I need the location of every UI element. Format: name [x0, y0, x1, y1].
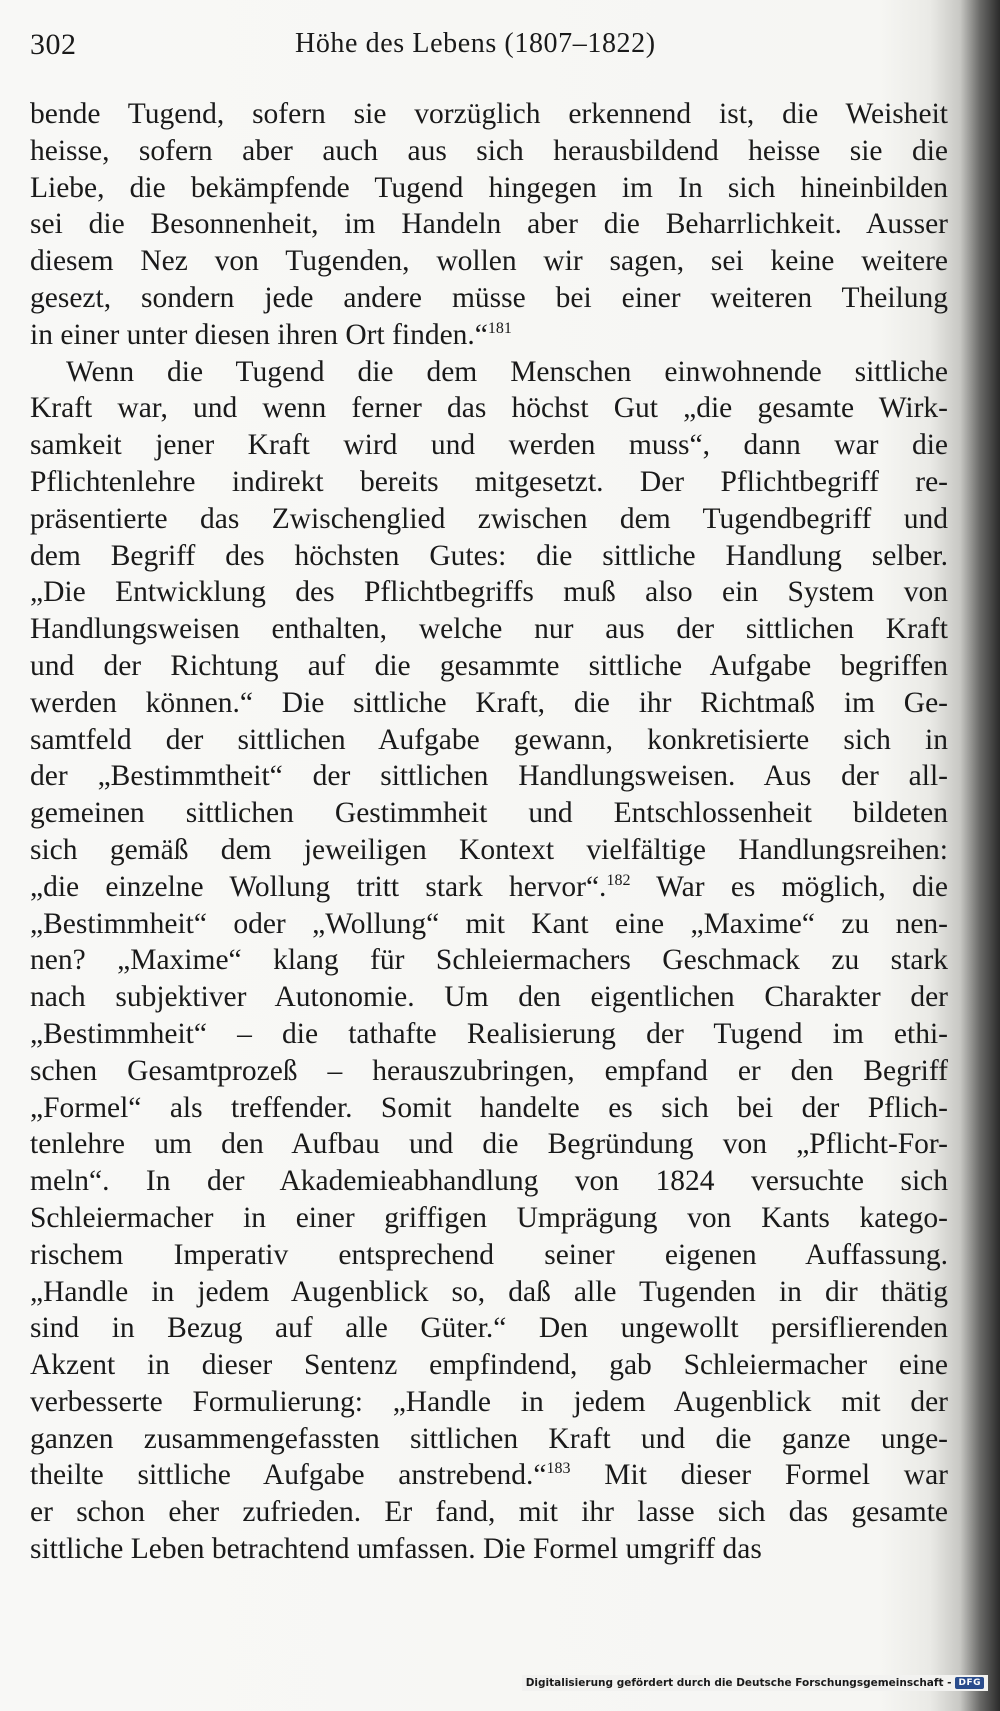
text-line [30, 501, 948, 538]
line-text: nach subjektiver Autonomie. Um den eigentlichen Charakter der [30, 981, 948, 1014]
line-text: tenlehre um den Aufbau und die Begründung von „Pflicht-For- [30, 1128, 948, 1161]
line-text: dem Begriff des höchsten Gutes: die sittliche Handlung selber. [30, 539, 948, 572]
page-header [30, 28, 950, 68]
line-text: Wenn die Tugend die dem Menschen einwohnende sittliche [66, 355, 948, 388]
text-line [30, 1457, 948, 1494]
text-line [30, 1310, 948, 1347]
line-text: der „Bestimmtheit“ der sittlichen Handlungsweisen. Aus der all- [30, 760, 948, 793]
text-line [30, 464, 948, 501]
text-line [30, 1347, 948, 1384]
text-line [30, 979, 948, 1016]
text-line [30, 869, 948, 906]
footnote-marker: 181 [487, 319, 512, 337]
line-text: meln“. In der Akademieabhandlung von 1824 versuchte sich [30, 1165, 948, 1198]
text-line [30, 390, 948, 427]
line-text: nen? „Maxime“ klang für Schleiermachers Geschmack zu stark [30, 944, 948, 977]
line-text: bende Tugend, sofern sie vorzüglich erkennend ist, die Weisheit [30, 98, 948, 130]
text-line [30, 1384, 948, 1421]
text-line [30, 758, 948, 795]
text-line [30, 170, 948, 207]
line-text: „die einzelne Wollung tritt stark hervor“. [30, 870, 607, 903]
dfg-logo: DFG [955, 1677, 984, 1689]
line-text: „Bestimmheit“ oder „Wollung“ mit Kant eine „Maxime“ zu nen- [30, 907, 948, 940]
line-text: Kraft war, und wenn ferner das höchst Gut „die gesamte Wirk- [30, 392, 948, 425]
footnote-marker: 183 [546, 1460, 571, 1478]
text-line [30, 832, 948, 869]
line-text: werden können.“ Die sittliche Kraft, die ihr Richtmaß im Ge- [30, 686, 948, 719]
line-text: in einer unter diesen ihren Ort finden.“ [30, 318, 488, 351]
text-line [30, 1126, 948, 1163]
line-text: sind in Bezug auf alle Güter.“ Den ungewollt persiflierenden [30, 1312, 948, 1345]
line-text: gemeinen sittlichen Gestimmheit und Entschlossenheit bildeten [30, 797, 948, 830]
line-text: verbesserte Formulierung: „Handle in jedem Augenblick mit der [30, 1385, 948, 1418]
line-text: Schleiermacher in einer griffigen Umprägung von Kants katego- [30, 1201, 948, 1234]
line-text: samkeit jener Kraft wird und werden muss“, dann war die [30, 429, 948, 462]
text-line [30, 317, 948, 354]
line-text: „Die Entwicklung des Pflichtbegriffs muß also ein System von [30, 576, 948, 609]
text-line [30, 243, 948, 280]
text-line [30, 648, 948, 685]
line-text: präsentierte das Zwischenglied zwischen dem Tugendbegriff und [30, 502, 948, 535]
line-text: diesem Nez von Tugenden, wollen wir sagen, sei keine weitere [30, 245, 948, 278]
line-text-continuation: War es möglich, die [630, 870, 948, 903]
page-number: 302 [30, 28, 77, 61]
line-text: ganzen zusammengefassten sittlichen Kraft und die ganze unge- [30, 1422, 948, 1455]
text-line [30, 1531, 948, 1568]
text-line [30, 611, 948, 648]
line-text-continuation: Mit dieser Formel war [570, 1459, 948, 1492]
text-line [30, 1237, 948, 1274]
line-text: Liebe, die bekämpfende Tugend hingegen im In sich hineinbilden [30, 171, 948, 204]
line-text: und der Richtung auf die gesammte sittliche Aufgabe begriffen [30, 649, 948, 682]
text-line [30, 574, 948, 611]
line-text: Pflichtenlehre indirekt bereits mitgesetzt. Der Pflichtbegriff re- [30, 465, 948, 498]
line-text: heisse, sofern aber auch aus sich herausbildend heisse sie die [30, 134, 948, 167]
digitization-credit [522, 1675, 988, 1691]
text-line [30, 133, 948, 170]
text-line [30, 1421, 948, 1458]
text-line [30, 1163, 948, 1200]
text-line [30, 427, 948, 464]
line-text: er schon eher zufrieden. Er fand, mit ihr lasse sich das gesamte [30, 1496, 948, 1529]
text-line [30, 1200, 948, 1237]
text-line [30, 685, 948, 722]
line-text: sittliche Leben betrachtend umfassen. Die Formel umgriff das [30, 1533, 762, 1566]
line-text: „Handle in jedem Augenblick so, daß alle Tugenden in dir thätig [30, 1275, 948, 1308]
text-line [30, 942, 948, 979]
line-text: Akzent in dieser Sentenz empfindend, gab Schleiermacher eine [30, 1349, 948, 1382]
line-text: theilte sittliche Aufgabe anstrebend.“ [30, 1459, 547, 1492]
line-text: „Formel“ als treffender. Somit handelte es sich bei der Pflich- [30, 1091, 948, 1124]
body-text [30, 96, 948, 1568]
text-line [30, 280, 948, 317]
footnote-marker: 182 [606, 871, 631, 889]
text-line [30, 1494, 948, 1531]
text-line [30, 96, 948, 133]
text-line [30, 1016, 948, 1053]
running-title: Höhe des Lebens (1807–1822) [295, 28, 656, 59]
text-line [30, 206, 948, 243]
line-text: „Bestimmheit“ – die tathafte Realisierung der Tugend im ethi- [30, 1017, 948, 1050]
text-line [30, 1274, 948, 1311]
text-line [30, 722, 948, 759]
line-text: samtfeld der sittlichen Aufgabe gewann, konkretisierte sich in [30, 723, 948, 756]
line-text: Handlungsweisen enthalten, welche nur aus der sittlichen Kraft [30, 613, 948, 646]
line-text: gesezt, sondern jede andere müsse bei einer weiteren Theilung [30, 281, 948, 314]
text-line [30, 906, 948, 943]
credit-text: Digitalisierung gefördert durch die Deutsche Forschungsgemeinschaft - [525, 1677, 952, 1689]
line-text: sich gemäß dem jeweiligen Kontext vielfältige Handlungsreihen: [30, 833, 948, 866]
text-line [30, 354, 948, 391]
text-line [30, 538, 948, 575]
text-line [30, 795, 948, 832]
line-text: schen Gesamtprozeß – herauszubringen, empfand er den Begriff [30, 1054, 948, 1087]
text-line [30, 1090, 948, 1127]
line-text: sei die Besonnenheit, im Handeln aber die Beharrlichkeit. Ausser [30, 208, 948, 241]
line-text: rischem Imperativ entsprechend seiner eigenen Auffassung. [30, 1238, 948, 1271]
text-line [30, 1053, 948, 1090]
